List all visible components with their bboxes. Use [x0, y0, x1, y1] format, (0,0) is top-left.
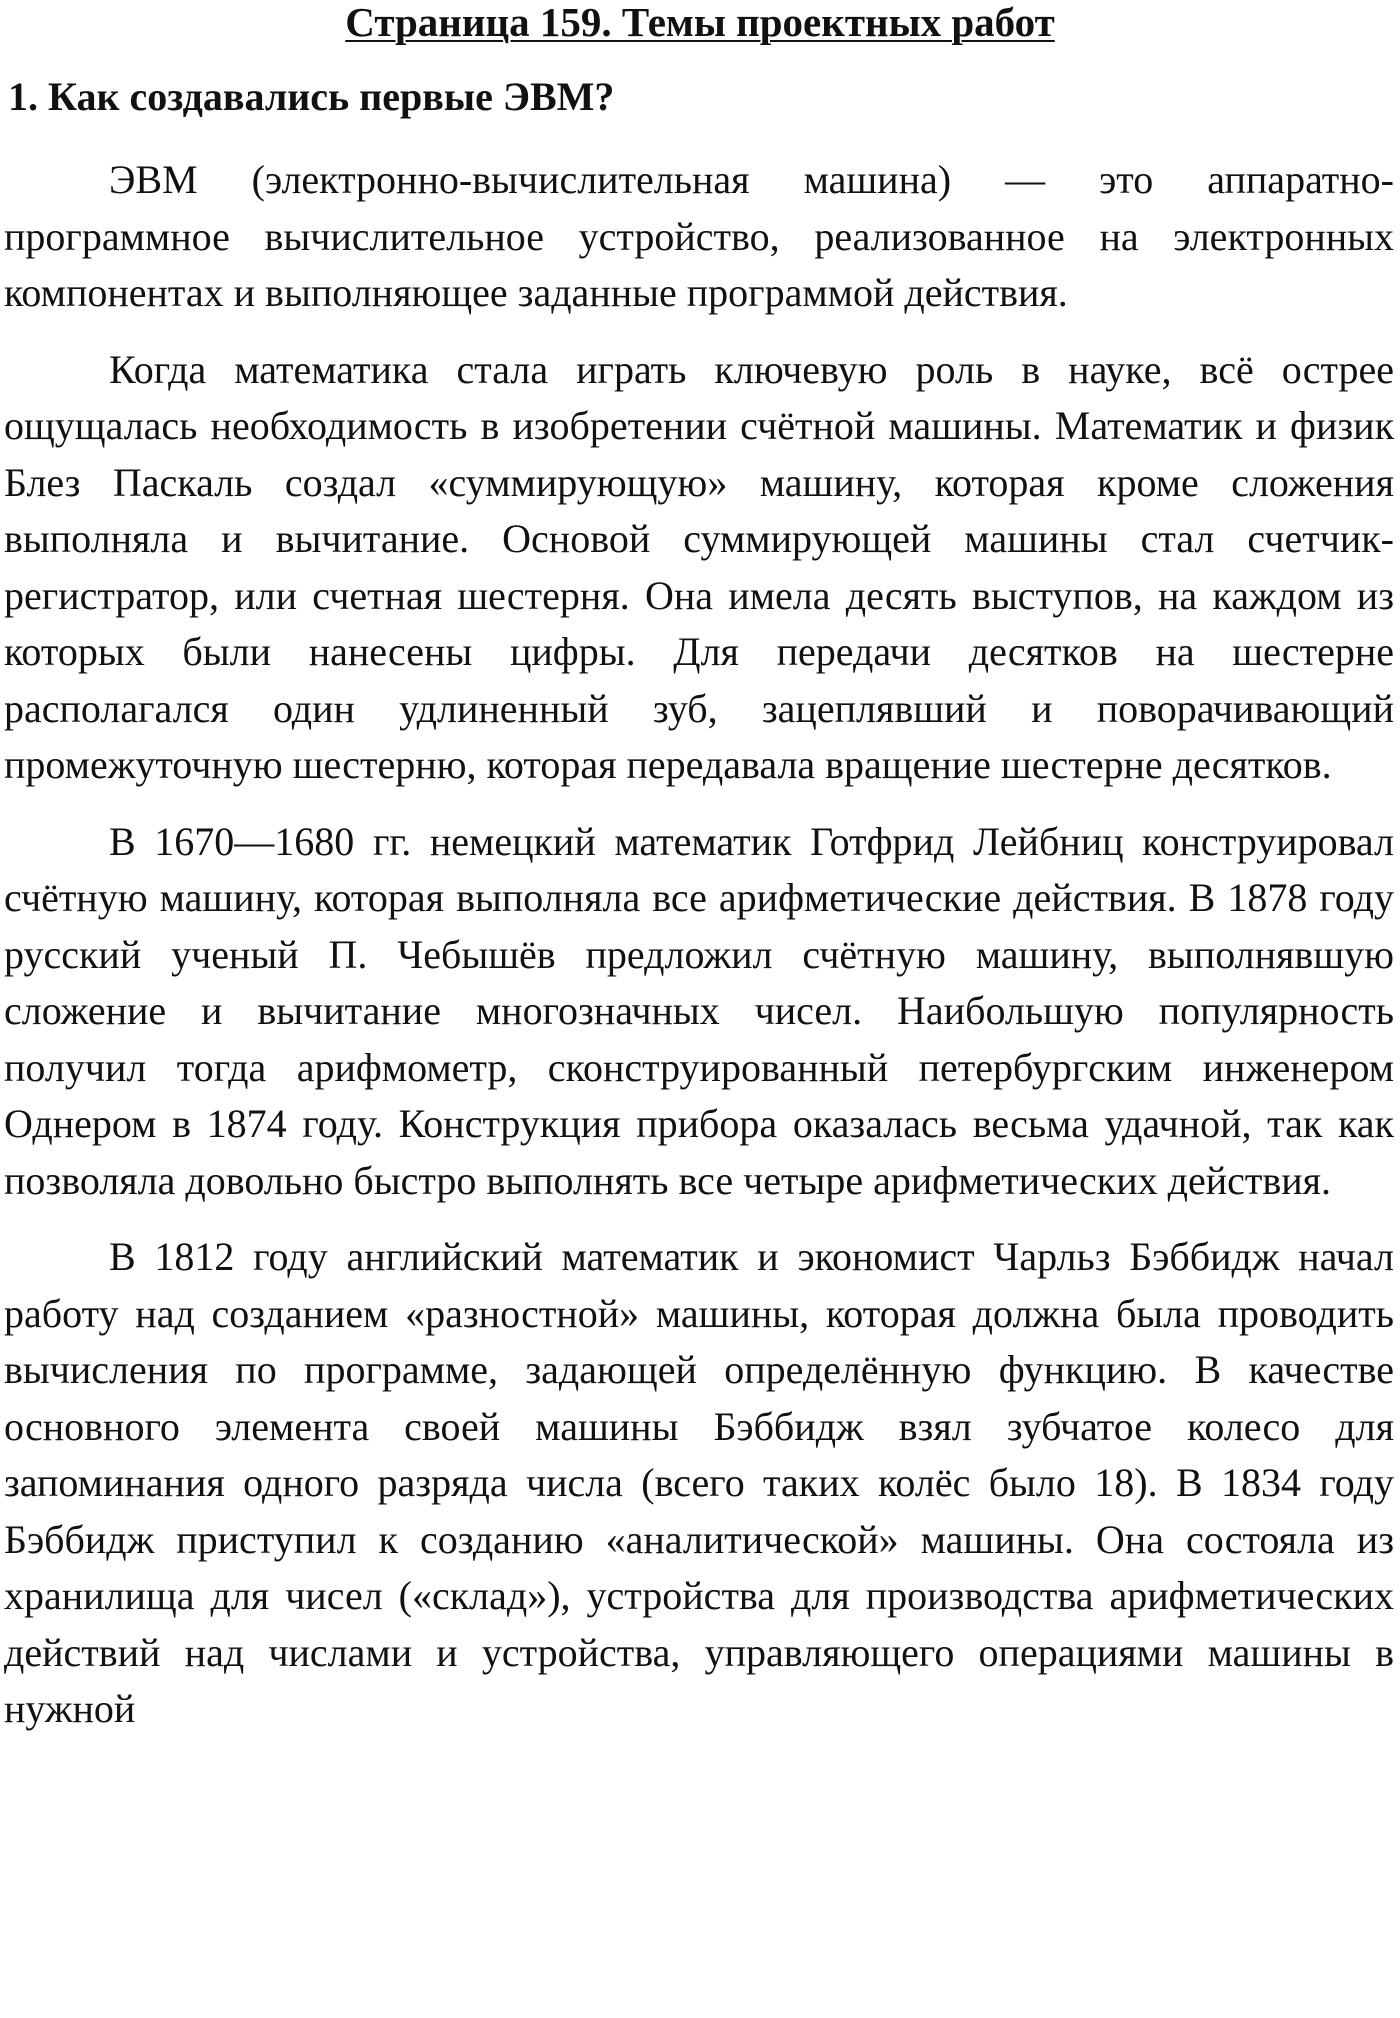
section-title: 1. Как создавались первые ЭВМ?	[8, 74, 615, 119]
paragraph-babbage: В 1812 году английский математик и экономист Чарльз Бэббидж начал работу над созданием «разностной» машины, которая должна была проводить вычисления по программе, задающей определённую функцию. В качестве основного элемента своей машины Бэббидж взял зубчатое колесо для запоминания одного разряда числа (всего таких колёс было 18). В 1834 году Бэббидж приступил к созданию «аналитической» машины. Она состояла из хранилища для чисел («склад»), устройства для производства арифметических действий над числами и устройства, управляющего операциями машины в нужной	[4, 1234, 1394, 1731]
paragraph-leibniz-chebyshev: В 1670—1680 гг. немецкий математик Готфрид Лейбниц конструировал счётную машину, которая выполняла все арифметические действия. В 1878 году русский ученый П. Чебышёв предложил счётную машину, выполнявшую сложение и вычитание многозначных чисел. Наибольшую популярность получил тогда арифмометр, сконструированный петербургским инженером Однером в 1874 году. Конструкция прибора оказалась весьма удачной, так как позволяла довольно быстро выполнять все четыре арифметических действия.	[4, 818, 1394, 1203]
body-text	[4, 152, 1394, 1758]
paragraph-evm-definition: ЭВМ (электронно-вычислительная машина) — это аппаратно-программное вычислительное устройство, реализованное на электронных компонентах и выполняющее заданные программой действия.	[4, 157, 1394, 315]
page-title: Страница 159. Темы проектных работ	[345, 0, 1055, 45]
paragraph-pascal-machine: Когда математика стала играть ключевую роль в науке, всё острее ощущалась необходимость в изобретении счётной машины. Математик и физик Блез Паскаль создал «суммирующую» машину, которая кроме сложения выполняла и вычитание. Основой суммирующей машины стал счетчик-регистратор, или счетная шестерня. Она имела десять выступов, на каждом из которых были нанесены цифры. Для передачи десятков на шестерне располагался один удлиненный зуб, зацеплявший и поворачивающий промежуточную шестерню, которая передавала вращение шестерне десятков.	[4, 346, 1394, 787]
